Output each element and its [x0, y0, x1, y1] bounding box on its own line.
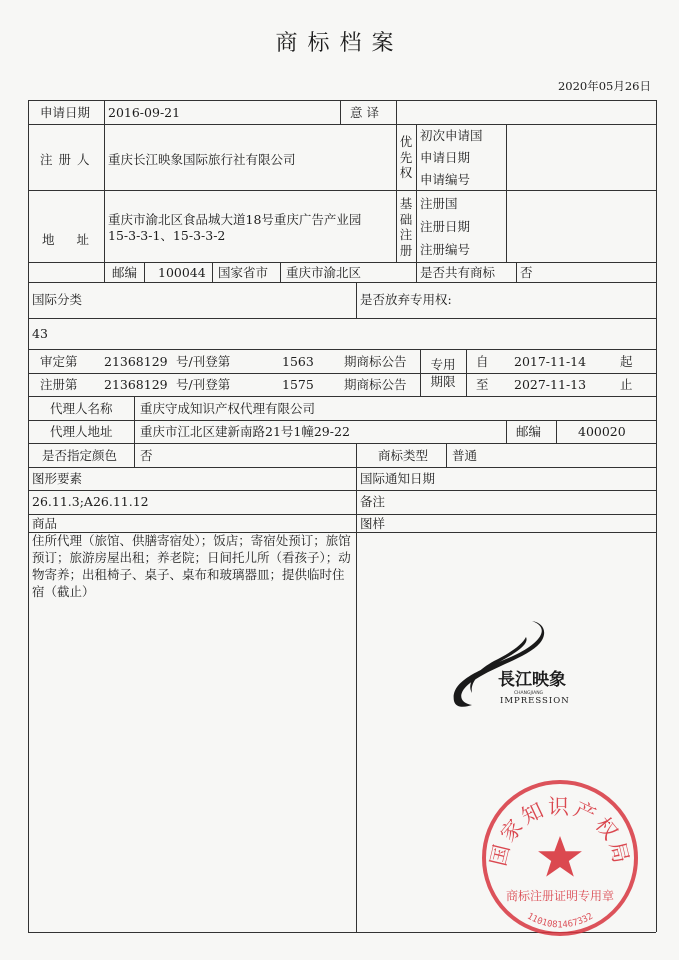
shared-label: 是否共有商标: [420, 265, 496, 280]
reg-suffix: 期商标公告: [344, 377, 407, 392]
intl-class-value: 43: [32, 326, 48, 341]
from-date: 2017-11-14: [514, 354, 587, 369]
period-label: 专用期限: [430, 357, 456, 389]
figure-value: 26.11.3;A26.11.12: [32, 494, 149, 509]
priority-label: 优先权: [399, 134, 413, 180]
logo-english-text: IMPRESSION: [500, 696, 570, 706]
to-date: 2027-11-13: [514, 377, 587, 392]
to-suffix: 止: [620, 377, 633, 392]
agent-name-label: 代理人名称: [50, 401, 113, 416]
reg-issue: 1575: [282, 377, 314, 392]
apply-date-value: 2016-09-21: [108, 105, 181, 120]
logo-sub-text: CHANGJIANG: [514, 691, 544, 696]
logo-chinese-text: 長江映象: [498, 670, 566, 690]
apply-date-label: 申请日期: [40, 105, 91, 120]
reg-label: 注册第: [40, 377, 78, 392]
from-label: 自: [476, 354, 489, 369]
registrant-label: 注 册 人: [40, 152, 91, 167]
agent-address-label: 代理人地址: [50, 424, 113, 439]
priority-field-1: 初次申请国: [420, 128, 483, 143]
intl-notice-label: 国际通知日期: [360, 471, 436, 486]
goods-list: 住所代理（旅馆、供膳寄宿处）；饭店；寄宿处预订；旅馆预订；旅游房屋出租；养老院；日间托儿所（看孩子）；动物寄养；出租椅子、桌子、桌布和玻璃器皿；提供临时住宿（截止）: [32, 533, 351, 599]
reg-issue-label: 号/刊登第: [176, 377, 231, 392]
country-city-value: 重庆市渝北区: [286, 265, 362, 280]
basic-reg-field-3: 注册编号: [420, 242, 471, 257]
to-label: 至: [476, 377, 489, 392]
agent-address: 重庆市江北区建新南路21号1幢29-22: [140, 424, 350, 439]
exam-label: 审定第: [40, 354, 78, 369]
figure-label: 图形要素: [32, 471, 83, 486]
basic-reg-field-1: 注册国: [420, 196, 458, 211]
waive-label: 是否放弃专用权:: [360, 292, 452, 307]
from-suffix: 起: [620, 354, 633, 369]
mark-type-value: 普通: [452, 448, 478, 463]
agent-postcode-label: 邮编: [516, 424, 542, 439]
page-title: 商标档案: [275, 31, 404, 56]
agent-name: 重庆守成知识产权代理有限公司: [140, 401, 316, 416]
exam-number: 21368129: [104, 354, 168, 369]
shared-value: 否: [520, 265, 533, 280]
address-line-1: 重庆市渝北区食品城大道18号重庆广告产业园: [108, 212, 362, 227]
postcode-label: 邮编: [112, 265, 138, 280]
sample-label: 图样: [360, 516, 386, 531]
intl-class-label: 国际分类: [32, 292, 83, 307]
country-city-label: 国家省市: [218, 265, 269, 280]
priority-field-2: 申请日期: [420, 150, 471, 165]
print-date: 2020年05月26日: [557, 79, 651, 93]
color-label: 是否指定颜色: [42, 448, 118, 463]
official-seal: [478, 776, 642, 940]
basic-reg-label: 基础注册: [399, 196, 413, 258]
translation-label: 意 译: [350, 105, 379, 120]
color-value: 否: [140, 448, 153, 463]
goods-label: 商品: [32, 516, 58, 531]
seal-purpose-text: 商标注册证明专用章: [505, 889, 615, 903]
basic-reg-field-2: 注册日期: [420, 219, 471, 234]
seal-star: [538, 836, 582, 877]
remark-label: 备注: [360, 494, 386, 509]
reg-number: 21368129: [104, 377, 168, 392]
mark-type-label: 商标类型: [378, 448, 429, 463]
agent-postcode: 400020: [578, 424, 626, 439]
trademark-logo: [436, 615, 586, 710]
seal-code-text: 1101081467332: [525, 911, 595, 931]
seal-org-text: 国家知识产权局: [486, 795, 634, 869]
postcode-value: 100044: [158, 265, 206, 280]
address-line-2: 15-3-3-1、15-3-3-2: [108, 228, 226, 243]
exam-issue: 1563: [282, 354, 314, 369]
exam-issue-label: 号/刊登第: [176, 354, 231, 369]
exam-suffix: 期商标公告: [344, 354, 407, 369]
registrant-value: 重庆长江映象国际旅行社有限公司: [108, 152, 296, 167]
address-label: 地 址: [42, 232, 89, 247]
priority-field-3: 申请编号: [420, 172, 471, 187]
